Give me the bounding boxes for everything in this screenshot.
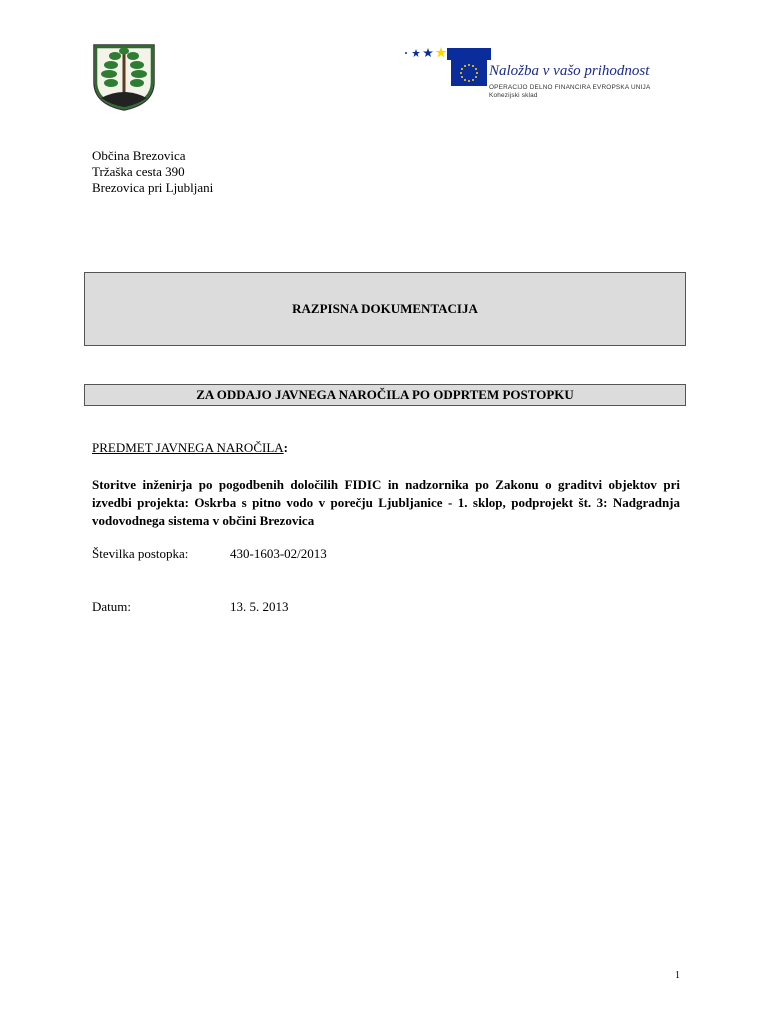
subject-heading <box>92 440 288 456</box>
eu-flag-icon <box>451 60 487 86</box>
subject-description: Storitve inženirja po pogodbenih določilih FIDIC in nadzornika po Zakonu o graditvi objektov pri izvedbi projekta: Oskrba s pitno vodo v porečju Ljubljanice - 1. sklop, podprojekt št. 3: Nadgradnja vodovodnega sistema v občini Brezovica <box>92 477 680 528</box>
procedure-number-value: 430-1603-02/2013 <box>230 546 327 561</box>
document-title-box <box>84 272 686 346</box>
subject-heading-colon: : <box>283 440 288 455</box>
subject-heading-text: PREDMET JAVNEGA NAROČILA <box>92 440 284 455</box>
date-label: Datum: <box>92 599 131 614</box>
address-line-municipality: Občina Brezovica <box>92 148 186 163</box>
date-value: 13. 5. 2013 <box>230 599 289 614</box>
document-subtitle-box <box>84 384 686 406</box>
eu-fund-name: Kohezijski sklad <box>489 92 538 99</box>
document-subtitle: ZA ODDAJO JAVNEGA NAROČILA PO ODPRTEM POSTOPKU <box>196 387 574 402</box>
address-line-city: Brezovica pri Ljubljani <box>92 180 214 195</box>
eu-blue-bar <box>447 48 491 60</box>
document-title: RAZPISNA DOKUMENTACIJA <box>292 301 478 316</box>
procedure-number-row <box>92 546 327 562</box>
contracting-authority-address <box>92 148 213 196</box>
eu-stars-strip-icon <box>403 44 453 60</box>
page-number: 1 <box>675 970 680 981</box>
eu-funding-line: OPERACIJO DELNO FINANCIRA EVROPSKA UNIJA <box>489 84 651 91</box>
eu-cohesion-fund-logo <box>403 44 653 114</box>
procedure-number-label: Številka postopka: <box>92 546 189 561</box>
municipality-coat-of-arms-icon <box>91 42 157 112</box>
address-line-street: Tržaška cesta 390 <box>92 164 185 179</box>
date-row <box>92 599 289 615</box>
eu-slogan: Naložba v vašo prihodnost <box>489 63 650 79</box>
